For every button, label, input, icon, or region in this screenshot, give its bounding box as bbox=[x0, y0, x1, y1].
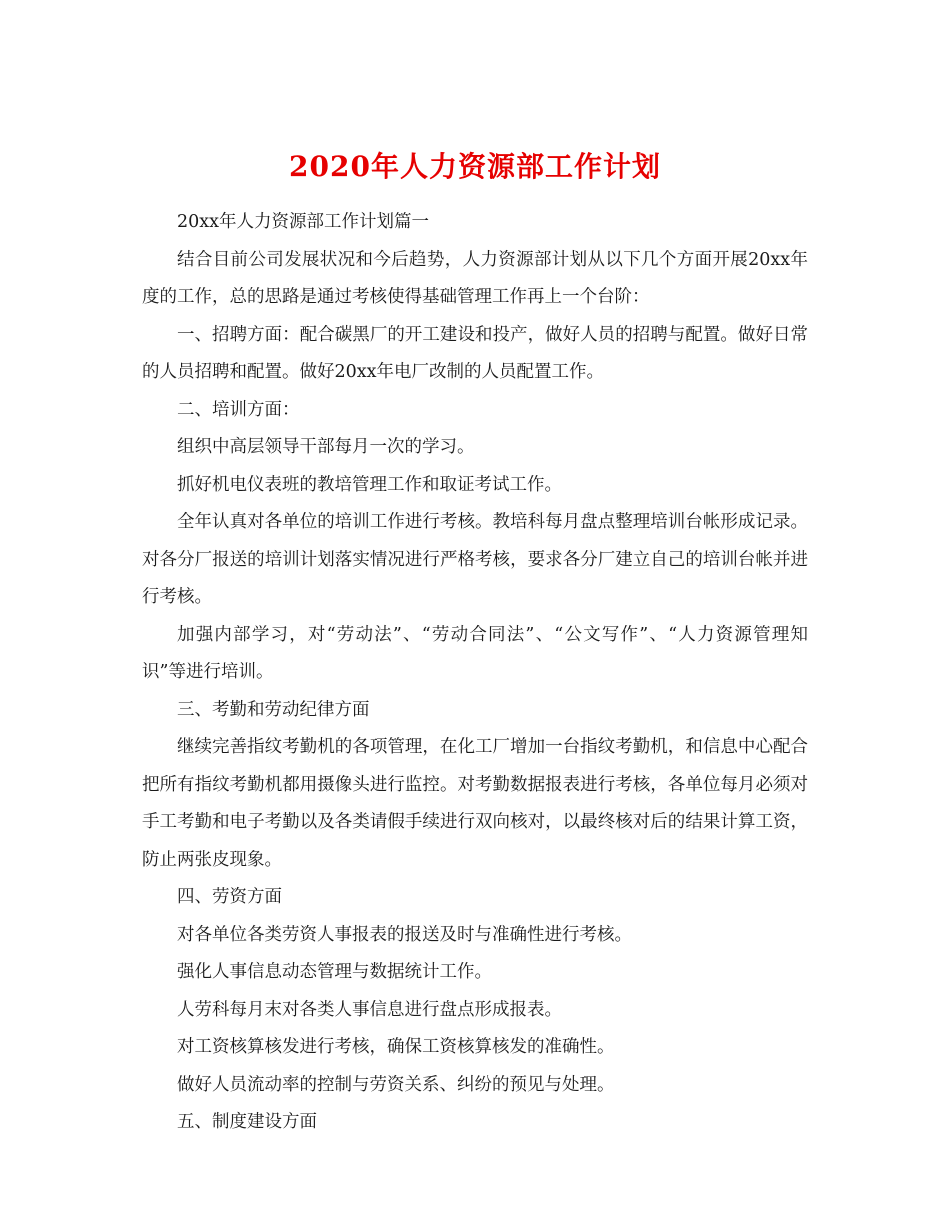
paragraph-labor-statistics: 强化人事信息动态管理与数据统计工作。 bbox=[177, 962, 492, 982]
section-heading-system: 五、制度建设方面 bbox=[177, 1112, 317, 1132]
paragraph-labor-reports: 对各单位各类劳资人事报表的报送及时与准确性进行考核。 bbox=[177, 924, 632, 945]
paragraph-training-assessment: 全年认真对各单位的培训工作进行考核。教培科每月盘点整理培训台帐形成记录。对各分厂报送的培训计划落实情况进行严格考核，要求各分厂建立自己的培训台帐并进行考核。 bbox=[142, 512, 808, 607]
section-heading-attendance: 三、考勤和劳动纪律方面 bbox=[177, 699, 370, 720]
paragraph-recruitment: 一、招聘方面：配合碳黑厂的开工建设和投产，做好人员的招聘与配置。做好日常的人员招聘和配置。做好20xx年电厂改制的人员配置工作。 bbox=[142, 324, 808, 382]
section-heading-training: 二、培训方面： bbox=[177, 399, 300, 420]
paragraph-labor-payroll: 对工资核算核发进行考核，确保工资核算核发的准确性。 bbox=[177, 1037, 615, 1057]
document-body bbox=[142, 204, 808, 1142]
paragraph-internal-learning: 加强内部学习，对“劳动法”、“劳动合同法”、“公文写作”、“人力资源管理知识”等进行培训。 bbox=[142, 624, 808, 682]
paragraph-labor-monthly: 人劳科每月末对各类人事信息进行盘点形成报表。 bbox=[177, 999, 562, 1020]
document-title: 2020年人力资源部工作计划 bbox=[289, 149, 661, 183]
paragraph-intro: 结合目前公司发展状况和今后趋势，人力资源部计划从以下几个方面开展20xx年度的工作，总的思路是通过考核使得基础管理工作再上一个台阶： bbox=[142, 249, 808, 307]
section-heading-labor: 四、劳资方面 bbox=[177, 887, 282, 907]
paragraph-attendance: 继续完善指纹考勤机的各项管理，在化工厂增加一台指纹考勤机，和信息中心配合把所有指纹考勤机都用摄像头进行监控。对考勤数据报表进行考核，各单位每月必须对手工考勤和电子考勤以及各类请假手续进行双向核对，以最终核对后的结果计算工资，防止两张皮现象。 bbox=[142, 737, 808, 870]
paragraph-training-certification: 抓好机电仪表班的教培管理工作和取证考试工作。 bbox=[177, 474, 562, 495]
paragraph-labor-turnover: 做好人员流动率的控制与劳资关系、纠纷的预见与处理。 bbox=[177, 1074, 615, 1095]
paragraph-heading-part-one: 20xx年人力资源部工作计划篇一 bbox=[177, 212, 430, 232]
paragraph-training-leaders: 组织中高层领导干部每月一次的学习。 bbox=[177, 437, 475, 457]
